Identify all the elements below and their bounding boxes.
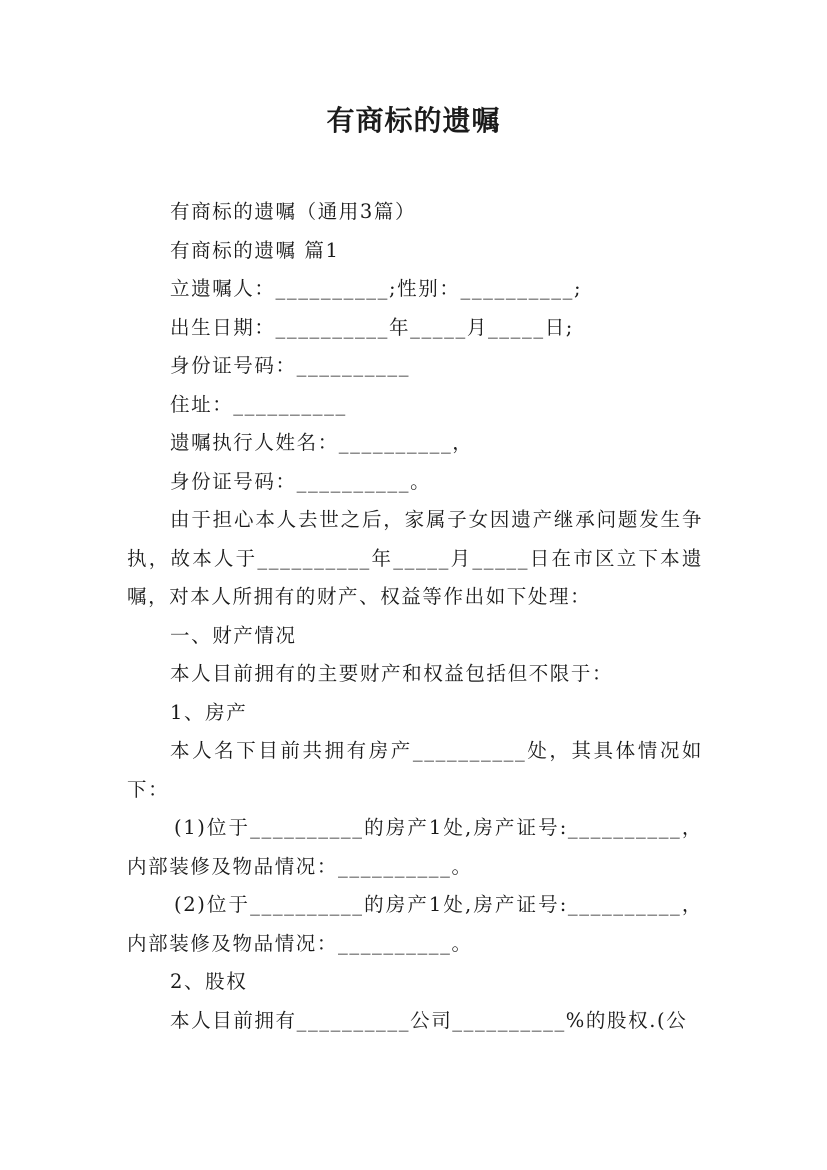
paragraph-preamble: 由于担心本人去世之后，家属子女因遗产继承问题发生争执，故本人于__________年_____月_____日在市区立下本遗嘱，对本人所拥有的财产、权益等作出如下处理： bbox=[127, 508, 703, 608]
paragraph-id-number: 身份证号码：__________ bbox=[170, 354, 411, 377]
paragraph-executor-id: 身份证号码：__________。 bbox=[170, 469, 432, 493]
paragraph-testator: 立遗嘱人：__________;性别：__________; bbox=[170, 277, 583, 300]
document-title: 有商标的遗嘱 bbox=[326, 104, 501, 137]
paragraph-real-estate-count: 本人名下目前共拥有房产__________处，其具体情况如下： bbox=[127, 739, 703, 801]
paragraph-executor-name: 遗嘱执行人姓名：__________， bbox=[170, 431, 474, 454]
paragraph-real-estate-item-1: (1)位于__________的房产1处,房产证号:__________，内部装修及物品情况：__________。 bbox=[127, 816, 703, 878]
paragraph-property-intro: 本人目前拥有的主要财产和权益包括但不限于： bbox=[170, 662, 614, 685]
paragraph-birth-date: 出生日期：__________年_____月_____日; bbox=[170, 315, 574, 339]
paragraph-section-heading: 有商标的遗嘱 篇1 bbox=[170, 238, 340, 262]
paragraph-address: 住址：__________ bbox=[170, 392, 347, 416]
paragraph-property-heading: 一、财产情况 bbox=[170, 623, 297, 647]
paragraph-equity-detail: 本人目前拥有__________公司__________%的股权.(公 bbox=[170, 1008, 688, 1032]
paragraph-subtitle: 有商标的遗嘱（通用3篇） bbox=[170, 200, 417, 223]
paragraph-real-estate-item-2: (2)位于__________的房产1处,房产证号:__________，内部装修及物品情况：__________。 bbox=[127, 893, 703, 955]
paragraph-real-estate-heading: 1、房产 bbox=[170, 700, 248, 724]
paragraph-equity-heading: 2、股权 bbox=[170, 970, 248, 993]
document-body bbox=[127, 193, 703, 1040]
